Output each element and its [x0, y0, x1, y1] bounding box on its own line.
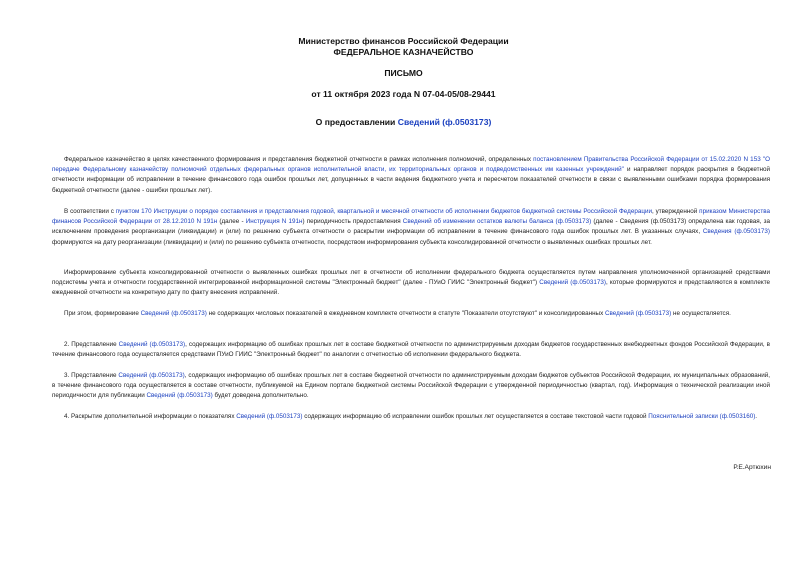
agency-name: ФЕДЕРАЛЬНОЕ КАЗНАЧЕЙСТВО [333, 47, 474, 57]
signature: Р.Е.Артюхин [733, 464, 771, 471]
paragraph-text: , утвержденной [651, 208, 700, 215]
document-subject [0, 117, 807, 127]
paragraph-text: Федеральное казначейство в целях качественного формирования и представления бюджетной отчетности в рамках исполнения полномочий, определенных [64, 156, 534, 163]
paragraph-2 [52, 207, 770, 248]
paragraph-text: не содержащих числовых показателей в ежедневном комплекте отчетности в статуте "Показатели отсутствуют" и консолидированных [206, 310, 605, 317]
paragraph-text: , содержащих информацию об ошибках прошлых лет в составе бюджетной отчетности по администрируемым доходам бюджетов государственных внебюджетных фондов Российской Федерации, в течение финансового года осуществляется средствами ПУиО ГИИС "Электронный бюджет" по аналогии с отчетностью об исполнении федерального бюджета. [52, 341, 770, 359]
document-date-number: от 11 октября 2023 года N 07-04-05/08-29441 [311, 89, 496, 99]
document-link[interactable]: Сведений (ф.0503173) [146, 392, 213, 400]
paragraph-text: (далее - Сведения (ф.0503173) определена как годовая, за исключением проведения реорганизации (ликвидации) и (или) по решению субъекта отчетности о раскрытии информации об исправлении в течение финансового года ошибок прошлых лет. В указанных случаях, [52, 218, 770, 236]
document-link[interactable]: пунктом 170 Инструкции о порядке составления и представления годовой, квартальной и месячной отчетности об исполнении бюджетов бюджетной системы Российской Федерации [115, 208, 652, 215]
subject-text: О предоставлении [315, 117, 398, 127]
paragraph-text: Информирование субъекта консолидированной отчетности о выявленных ошибках прошлых лет в отчетности об исполнении федерального бюджета осуществляется путем направления уполномоченной организацией средствами подсистемы учета и отчетности государственной интегрированной информационной системы "Электронный бюджет" (далее - ПУиО ГИИС "Электронный бюджет") [52, 269, 770, 287]
paragraph-text: 3. Представление [64, 372, 119, 379]
document-link[interactable]: Сведений (ф.0503173) [604, 310, 672, 317]
paragraph-text: будет доведена дополнительно. [212, 392, 309, 400]
document-link[interactable]: Сведений (ф.0503173) [140, 310, 207, 317]
paragraph-1 [52, 155, 770, 196]
paragraph-text: (далее - [217, 218, 246, 226]
document-link[interactable]: Сведений (ф.0503173) [236, 413, 303, 420]
paragraph-7 [52, 412, 770, 422]
paragraph-4 [52, 309, 770, 319]
paragraph-text: В соответствии с [64, 208, 116, 215]
document-link[interactable]: Пояснительной записки (ф.0503160) [648, 413, 756, 420]
paragraph-text: При этом, формирование [64, 310, 141, 317]
document-link[interactable]: Сведений (ф.0503173) [118, 372, 185, 379]
document-link[interactable]: Инструкция N 191н [245, 218, 303, 226]
paragraph-5 [52, 340, 770, 360]
paragraph-text: 2. Представление [64, 341, 119, 348]
document-link[interactable]: приказом Министерства финансов Российской Федерации от 28.12.2010 N 191н [52, 208, 770, 226]
paragraph-text: содержащих информацию об исправлении ошибок прошлых лет осуществляется в составе текстовой части годовой [302, 413, 649, 420]
paragraph-text: , которые формируются и представляются в комплекте ежедневной отчетности на конкретную дату по факту внесения исправлений. [52, 279, 771, 297]
paragraph-3 [52, 268, 770, 299]
document-link[interactable]: Сведений об изменении остатков валюты баланса (ф.0503173) [402, 218, 592, 226]
paragraph-text: , содержащих информацию об ошибках прошлых лет в составе бюджетной отчетности по администрируемым доходам бюджетов субъектов Российской Федерации, их муниципальных образований, в течение финансового года осуществляется в составе отчетности, публикуемой на Едином портале бюджетной системы Российской Федерации с утвержденной периодичностью (квартал, год). Информация о технической реализации иной периодичности для публикации [52, 372, 770, 400]
paragraph-text: формируются на дату реорганизации (ликвидации) и (или) по решению субъекта отчетности, посредством информирования субъекта консолидированной отчетности о выявленных ошибках прошлых лет. [52, 238, 652, 246]
document-link[interactable]: постановлением Правительства Российской Федерации от 15.02.2020 N 153 "О передаче Федеральному казначейству полномочий отдельных федеральных органов исполнительной власти, их территориальных органов и подведомственных им казенных учреждений" [52, 156, 770, 174]
paragraph-text: ) периодичность предоставления [302, 218, 403, 226]
paragraph-text: 4. Раскрытие дополнительной информации о показателях [64, 413, 237, 420]
paragraph-text: и направляет порядок раскрытия в бюджетной отчетности информации об исправлении в течение финансового года ошибок прошлых лет, допущенных в части ведения бюджетного учета и пересчетом показателей отчетности в связи с выявленными ошибками порядка формирования бюджетной отчетности (далее - ошибки прошлых лет). [52, 166, 770, 194]
paragraph-text: . [755, 413, 758, 420]
document-type: ПИСЬМО [384, 68, 423, 78]
ministry-name: Министерство финансов Российской Федерации [298, 36, 509, 46]
document-link[interactable]: Сведения (ф.0503173) [702, 228, 770, 236]
subject-link[interactable]: Сведений (ф.0503173) [397, 117, 492, 127]
paragraph-6 [52, 371, 770, 402]
document-link[interactable]: Сведений (ф.0503173) [539, 279, 606, 287]
paragraph-text: не осуществляется. [671, 310, 731, 317]
document-link[interactable]: Сведений (ф.0503173) [118, 341, 186, 348]
